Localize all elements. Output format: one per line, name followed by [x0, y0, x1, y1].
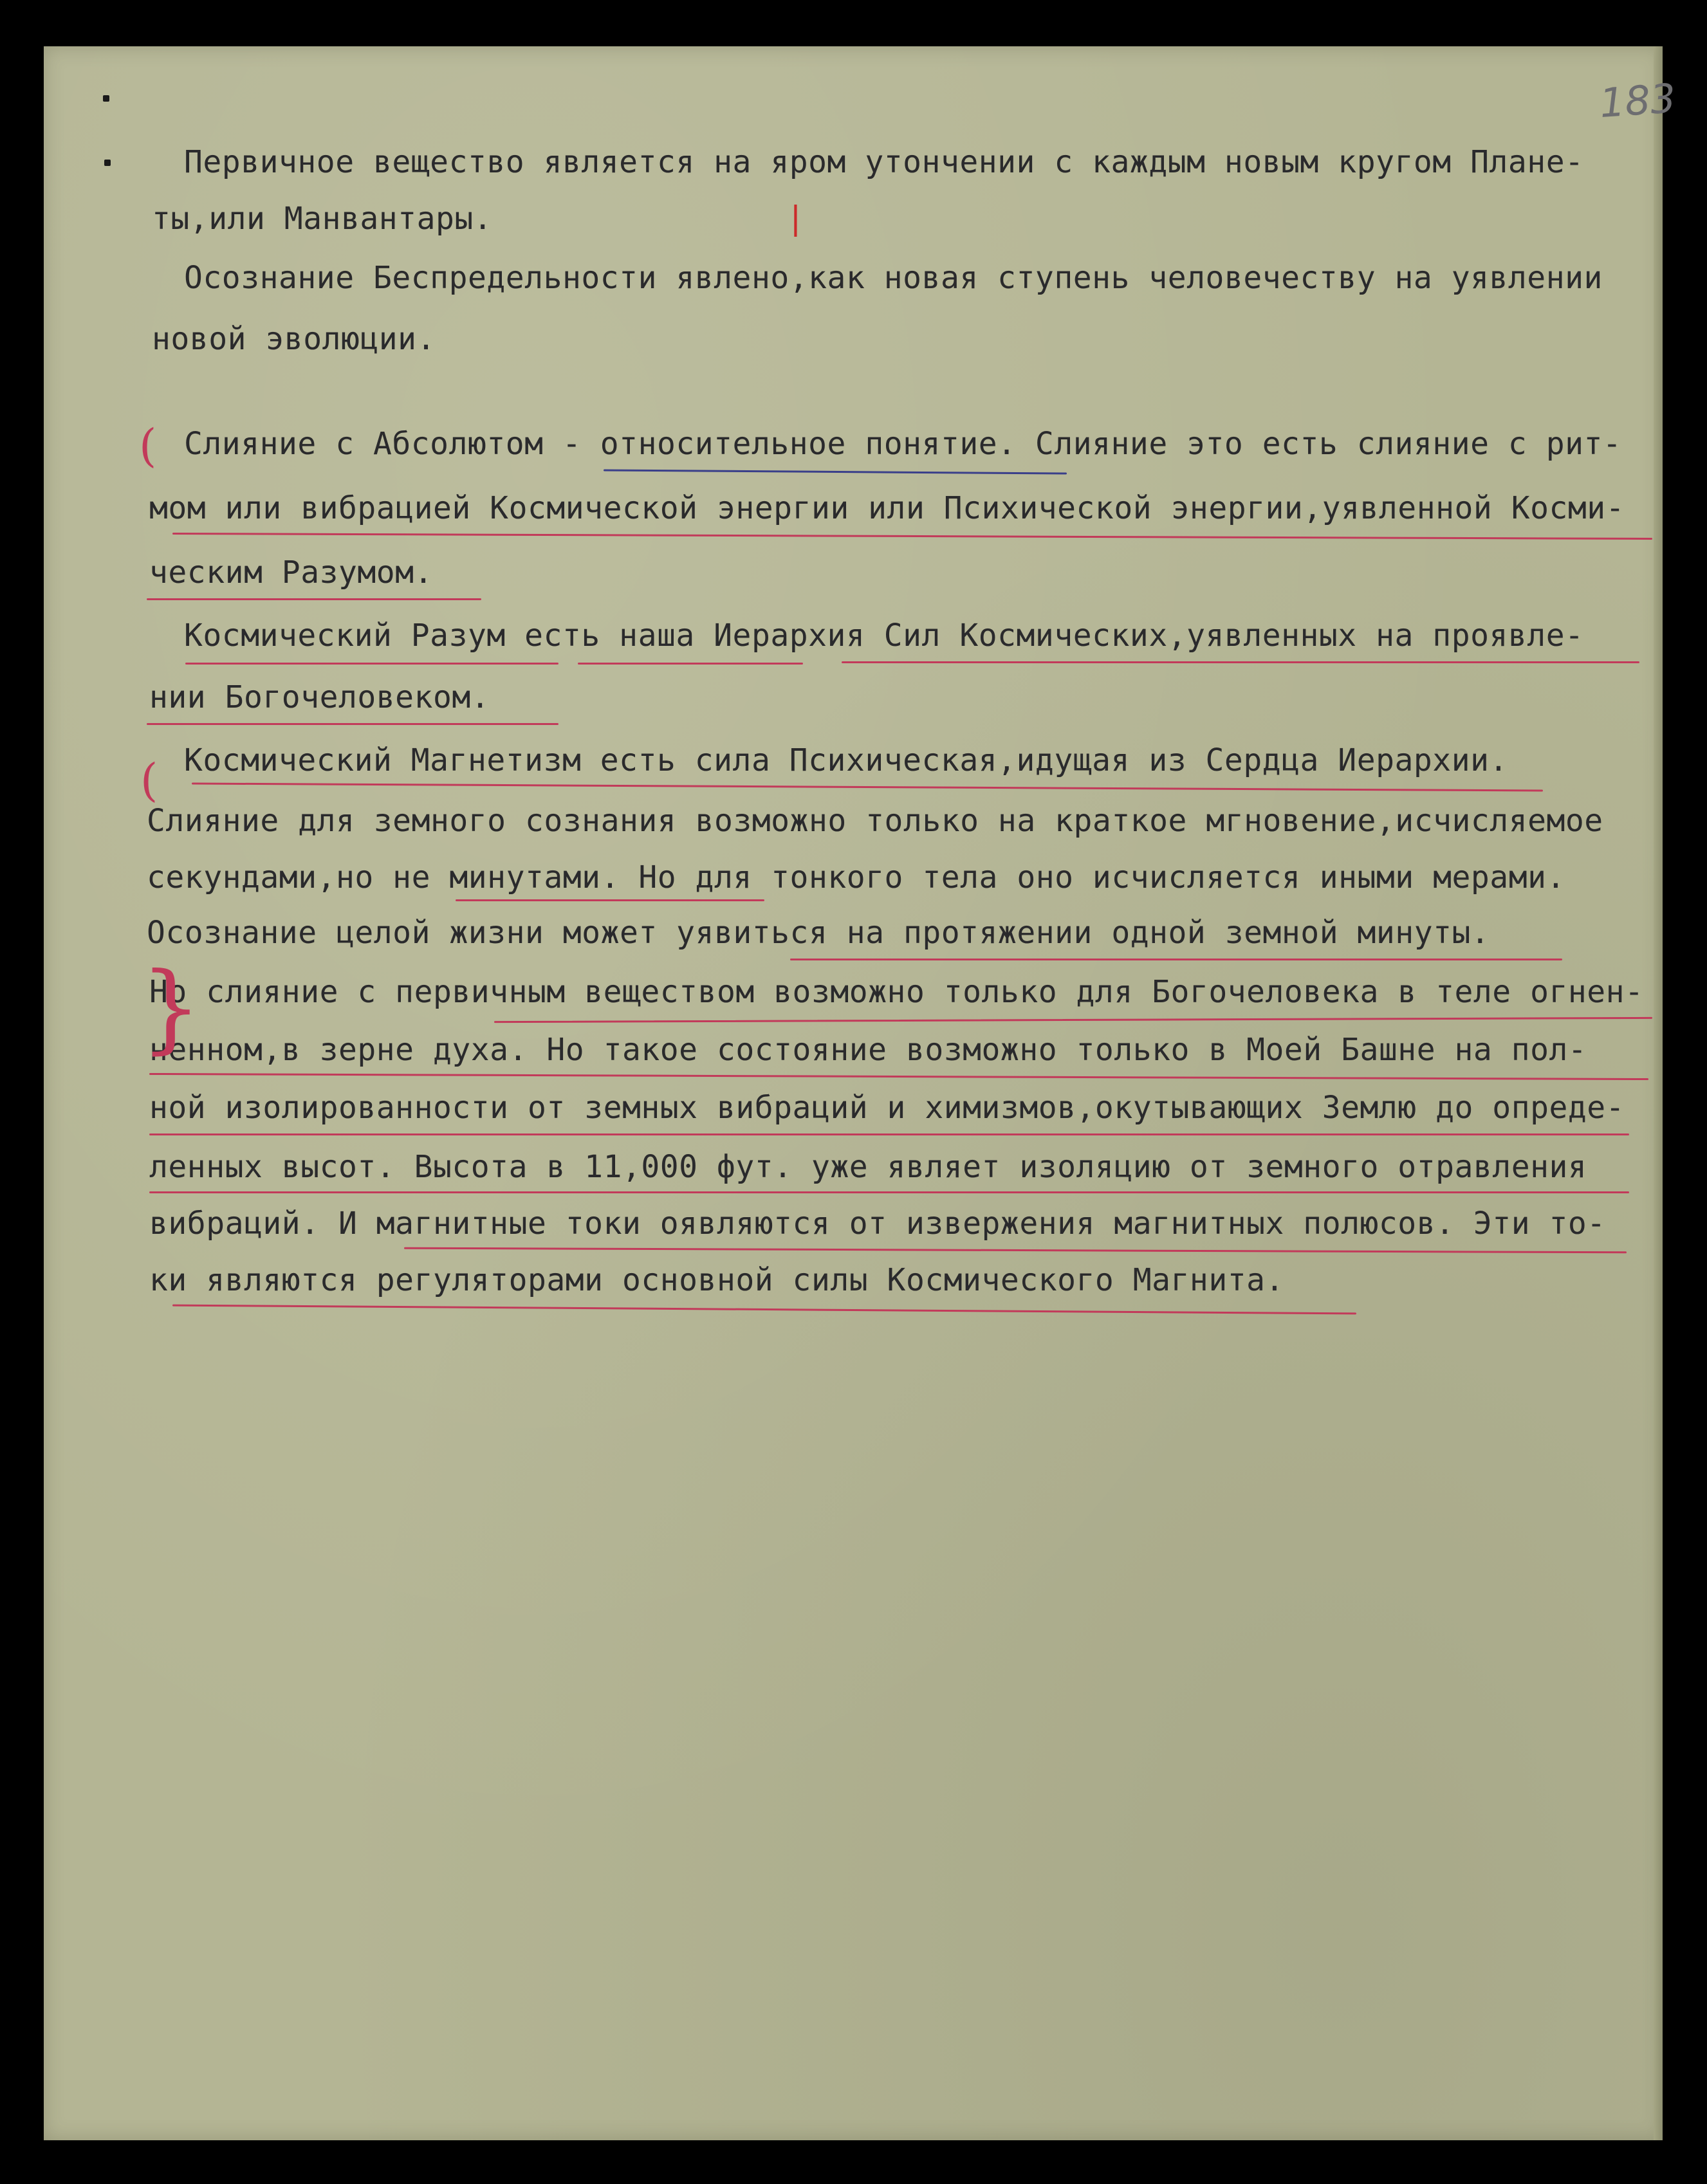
underline-mark [604, 469, 1067, 474]
underline-mark [456, 899, 764, 901]
text-line: нии Богочеловеком. [149, 679, 490, 715]
text-line: новой эволюции. [152, 321, 436, 357]
text-line: ческим Разумом. [149, 555, 433, 591]
punch-mark [104, 160, 111, 166]
underline-mark [842, 661, 1639, 663]
text-line: Космический Разум есть наша Иерархия Сил Космических,уявленных на проявле- [184, 618, 1584, 654]
text-line: Первичное вещество является на яром утончении с каждым новым кругом Плане- [184, 144, 1584, 180]
underline-mark [149, 1191, 1629, 1193]
red-correction-mark: | [790, 199, 801, 237]
underline-mark [172, 533, 1652, 540]
sheet-edge [1654, 46, 1663, 2140]
underline-mark [578, 663, 803, 665]
punch-mark [103, 95, 109, 102]
text-line: Космический Магнетизм есть сила Психическая,идущая из Сердца Иерархии. [184, 742, 1508, 778]
margin-bracket-mark: ( [139, 419, 157, 472]
underline-mark [172, 1305, 1356, 1315]
text-line: Но слияние с первичным веществом возможно только для Богочеловека в теле огнен- [149, 974, 1644, 1010]
text-line: ты,или Манвантары. [152, 201, 493, 237]
text-line: ненном,в зерне духа. Но такое состояние возможно только в Моей Башне на пол- [149, 1032, 1587, 1068]
underline-mark [192, 783, 1543, 792]
underline-mark [149, 1133, 1629, 1135]
archival-sheet [44, 46, 1677, 2140]
underline-mark [790, 959, 1562, 960]
text-line: Слияние с Абсолютом - относительное понятие. Слияние это есть слияние с рит- [184, 426, 1622, 462]
text-line: Осознание целой жизни может уявиться на протяжении одной земной минуты. [147, 915, 1490, 951]
text-line: мом или вибрацией Космической энергии или Психической энергии,уявленной Косми- [149, 490, 1625, 526]
underline-mark [147, 598, 481, 600]
underline-mark [147, 723, 558, 725]
underline-mark [494, 1017, 1652, 1023]
underline-mark [149, 1073, 1648, 1080]
text-line: ки являются регуляторами основной силы Космического Магнита. [149, 1262, 1284, 1298]
margin-bracket-mark: } [140, 952, 202, 1064]
underline-mark [404, 1247, 1627, 1254]
text-line: Осознание Беспредельности явлено,как новая ступень человечеству на уявлении [184, 260, 1603, 296]
text-line: вибраций. И магнитные токи оявляются от извержения магнитных полюсов. Эти то- [149, 1206, 1606, 1242]
text-line: Слияние для земного сознания возможно только на краткое мгновение,исчисляемое [147, 803, 1603, 839]
text-line: ной изолированности от земных вибраций и химизмов,окутывающих Землю до опреде- [149, 1090, 1625, 1126]
page-number: 183 [1598, 74, 1677, 127]
text-line: ленных высот. Высота в 11,000 фут. уже являет изоляцию от земного отравления [149, 1149, 1587, 1185]
text-line: секундами,но не минутами. Но для тонкого тела оно исчисляется иными мерами. [147, 859, 1565, 895]
underline-mark [185, 663, 558, 665]
margin-bracket-mark: ( [140, 754, 158, 807]
